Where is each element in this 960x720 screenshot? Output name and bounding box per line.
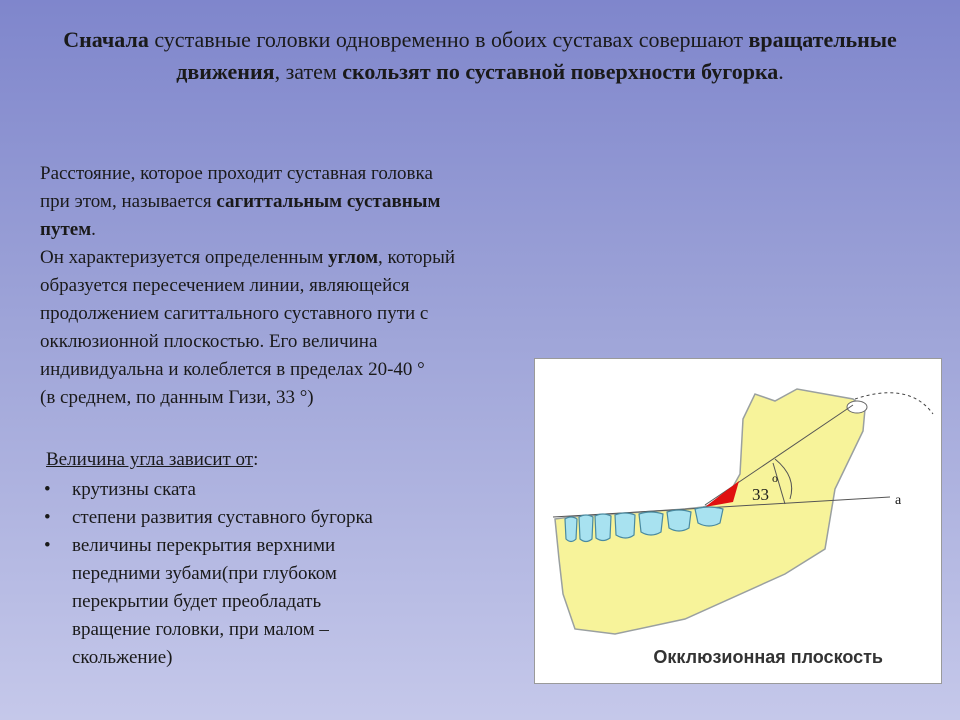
para-line: окклюзионной плоскостью. Его величина [40,331,378,352]
description-paragraph [40,160,570,412]
articular-path-arc [855,393,933,414]
title-text-2: суставные головки одновременно в обоих суставах совершают [148,27,749,52]
para-line: путем. [40,219,96,240]
factor-text: перекрытии будет преобладать [72,591,322,612]
factors-list-block [40,446,500,672]
slide-title [40,24,920,88]
title-text-4: , затем [274,59,343,84]
title-text-6: . [778,59,784,84]
para-line: Он характеризуется определенным углом, который [40,247,456,268]
factor-text: степени развития суставного бугорка [72,507,373,528]
jaw-illustration [535,359,943,685]
bullet-icon: • [44,507,51,528]
para-line: при этом, называется сагиттальным суставным [40,191,441,212]
title-bold-5: скользят по суставной поверхности бугорка [342,59,779,84]
factors-list [40,476,500,672]
factor-text: вращение головки, при малом – [72,619,329,640]
factor-text: крутизны ската [72,479,196,500]
factor-item [40,476,500,504]
para-line: Расстояние, которое проходит суставная головка [40,163,433,184]
jaw-diagram [534,358,942,684]
title-bold-1: Сначала [63,27,149,52]
factors-heading: Величина угла зависит от: [46,446,500,474]
factor-text: величины перекрытия верхними [72,535,336,556]
factor-text: скольжение) [72,647,173,668]
para-line: (в среднем, по данным Гизи, 33 °) [40,387,314,408]
para-line: индивидуальна и колеблется в пределах 20-40 ° [40,359,425,380]
factor-text: передними зубами(при глубоком [72,563,337,584]
bullet-icon: • [44,535,51,556]
degree-sign: о [772,471,778,485]
para-line: продолжением сагиттального суставного пути с [40,303,429,324]
figure-caption: Окклюзионная плоскость [653,647,883,667]
factor-item [40,532,500,672]
bullet-icon: • [44,479,51,500]
title-bold-3: вращательные движения [176,27,897,84]
factors-heading-colon: : [253,449,259,470]
factor-item [40,504,500,532]
line-a-label: а [895,493,902,508]
angle-value-label: 33 [752,485,769,504]
para-line: образуется пересечением линии, являющейся [40,275,410,296]
